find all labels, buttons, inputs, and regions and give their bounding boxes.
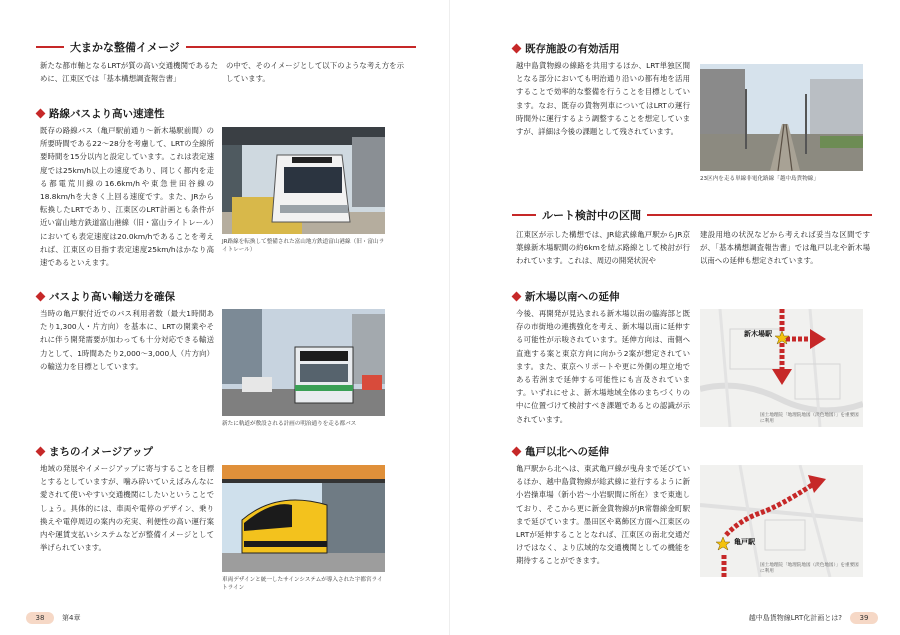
diamond-bullet-icon xyxy=(512,292,522,302)
photo-freight-line xyxy=(700,64,863,171)
photo-caption-utsunomiya: 車両デザインと統一したサインシステムが導入された宇都宮ライトライン xyxy=(222,577,383,591)
right-page xyxy=(450,0,900,635)
subheading-text: バスより高い輸送力を確保 xyxy=(49,291,175,303)
page-number: 39 xyxy=(850,612,878,624)
diamond-bullet-icon xyxy=(36,447,46,457)
page-number: 38 xyxy=(26,612,54,624)
subheading-existing-facilities xyxy=(512,41,620,56)
existing-facilities-body-text: 越中島貨物線の線路を共用するほか、LRT単独区間となる部分においても明治通り沿いの都有地を活用することで効率的な整備を行うことを目標としています。なお、既存の貨物列車についてはLRTの運行時間外に運行するよう調整することを想定していますが、詳細は今後の課題として残されています。 xyxy=(516,61,690,137)
subheading-text: 新木場以南への延伸 xyxy=(525,291,620,303)
footer-book-title: 越中島貨物線LRT化計画とは? xyxy=(748,614,842,622)
map-station-label: 新木場駅 xyxy=(744,330,772,338)
subheading-text: まちのイメージアップ xyxy=(49,446,153,458)
kameido-body-text: 亀戸駅から北へは、東武亀戸線が曳舟まで延びているほか、越中島貨物線が総武線に並行するように新小岩操車場（新小岩～小岩駅間に所在）まで東進しており、そこから更に新金貨物線がJR常磐線金町駅まで延びています。墨田区や葛飾区方面へ江東区のLRTが延伸することとなれば、江東区の南北交通だけではなく、より広域的な交通機関としての機能を期待することができます。 xyxy=(516,464,690,566)
photo-caption-bus: 新たに軌道が敷設される計画の明治通りを走る都バス xyxy=(222,421,357,427)
right-footer xyxy=(749,611,878,625)
subheading-image-up xyxy=(36,444,153,459)
diamond-bullet-icon xyxy=(512,44,522,54)
subheading-text: 路線バスより高い速達性 xyxy=(49,108,165,120)
heading-rule-right xyxy=(647,214,872,216)
chapter-label: 第4章 xyxy=(62,614,81,622)
map-shinkiba xyxy=(700,309,863,427)
map-credit: 国土地理院「地理院地図（淡色地図）」を重要図に利用 xyxy=(760,563,859,574)
left-footer xyxy=(26,611,80,625)
photo-caption-freight: 23区内を走る単線非電化路線「越中島貨物線」 xyxy=(700,176,819,182)
heading-rule-right xyxy=(186,46,416,48)
route-text-col1: 江東区が示した構想では、JR総武線亀戸駅からJR京葉線新木場駅間の約6kmを結ぶ路線として検討が行われています。これは、周辺の開発状況や xyxy=(516,230,690,266)
photo-utsunomiya-lrt xyxy=(222,465,385,572)
section-heading-route xyxy=(512,207,872,223)
image-up-body-text: 地域の発展やイメージアップに寄与することを目標とするとしていますが、噛み砕いていえばみんなに愛されて使いやすい交通機関にしたいということでしょう。具体的には、車両や電停のデザイン、乗り換えや電停周辺の案内の充実、利便性の高い運行案内や運賃支払いシステムなどが整備イメージとして挙げられています。 xyxy=(40,464,214,553)
capacity-body-text: 当時の亀戸駅付近でのバス利用者数（最大1時間あたり1,300人・片方向）を基本に、LRTの開業やそれに伴う開発需要が加わっても十分対応できる輸送力として、1時間あたり2,000～3,000人（片方向）の輸送力を目標としています。 xyxy=(40,309,214,371)
subheading-text: 亀戸以北への延伸 xyxy=(525,446,609,458)
heading-rule-left xyxy=(36,46,64,48)
shinkiba-body-text: 今後、再開発が見込まれる新木場以南の臨海部と既存の市街地の連携強化を考え、新木場以南に延伸する可能性が示唆されています。延伸方向は、南側へ直進する案と東京方向に向かう2案が想定されています。また、東京ヘリポートや更に外側の埋立地である若洲まで延伸する可能性にも言及されています。いずれにせよ、新木場地域全体のまちづくりの中に位置づけて検討すべき課題であるとの認識が示されています。 xyxy=(516,309,690,424)
intro-text-col1: 新たな都市軸となるLRTが質の高い交通機関であるために、江東区では「基本構想調査報告書」 xyxy=(40,61,218,84)
route-text-col2: 建設用地の状況などから考えれば妥当な区間ですが、「基本構想調査報告書」では亀戸以北や新木場以南への延伸も想定されています。 xyxy=(700,230,870,266)
subheading-kameido-extension xyxy=(512,444,609,459)
subheading-shinkiba-extension xyxy=(512,289,620,304)
section-heading-overview xyxy=(36,39,416,55)
diamond-bullet-icon xyxy=(36,292,46,302)
intro-text-col2: の中で、そのイメージとして以下のような考え方を示しています。 xyxy=(226,61,404,84)
photo-toyama-lrt xyxy=(222,127,385,234)
subheading-text: 既存施設の有効活用 xyxy=(525,43,620,55)
map-station-label: 亀戸駅 xyxy=(734,538,755,546)
map-credit: 国土地理院「地理院地図（淡色地図）」を重要図に利用 xyxy=(760,413,859,424)
photo-caption-toyama: JR路線を転換して整備された富山地方鉄道富山港線（旧・富山ライトレール） xyxy=(222,239,385,253)
diamond-bullet-icon xyxy=(36,109,46,119)
section-title: ルート検討中の区間 xyxy=(542,209,641,222)
diamond-bullet-icon xyxy=(512,447,522,457)
subheading-speed xyxy=(36,106,165,121)
photo-toei-bus xyxy=(222,309,385,416)
subheading-capacity xyxy=(36,289,175,304)
map-kameido xyxy=(700,465,863,577)
heading-rule-left xyxy=(512,214,536,216)
section-title: 大まかな整備イメージ xyxy=(70,41,180,54)
speed-body-text: 既存の路線バス（亀戸駅前通り～新木場駅前間）の所要時間である22～28分を考慮して、LRTの全線所要時間を15分以内と設定しています。これは表定速度では25km/h以上の速度であり、同じく都内を走る都電荒川線の16.6km/hや東急世田谷線の18.8km/hを大きく上回る速度です。また、JRから転換したLRTであり、江東区のLRT計画とも条件が近い富山地方鉄道富山港線（旧・富山ライトレール）においても表定速度は20.0km/hであることを考えれば、江東区の目指す表定速度25km/hはかなり高速であるといえます。 xyxy=(40,126,214,268)
